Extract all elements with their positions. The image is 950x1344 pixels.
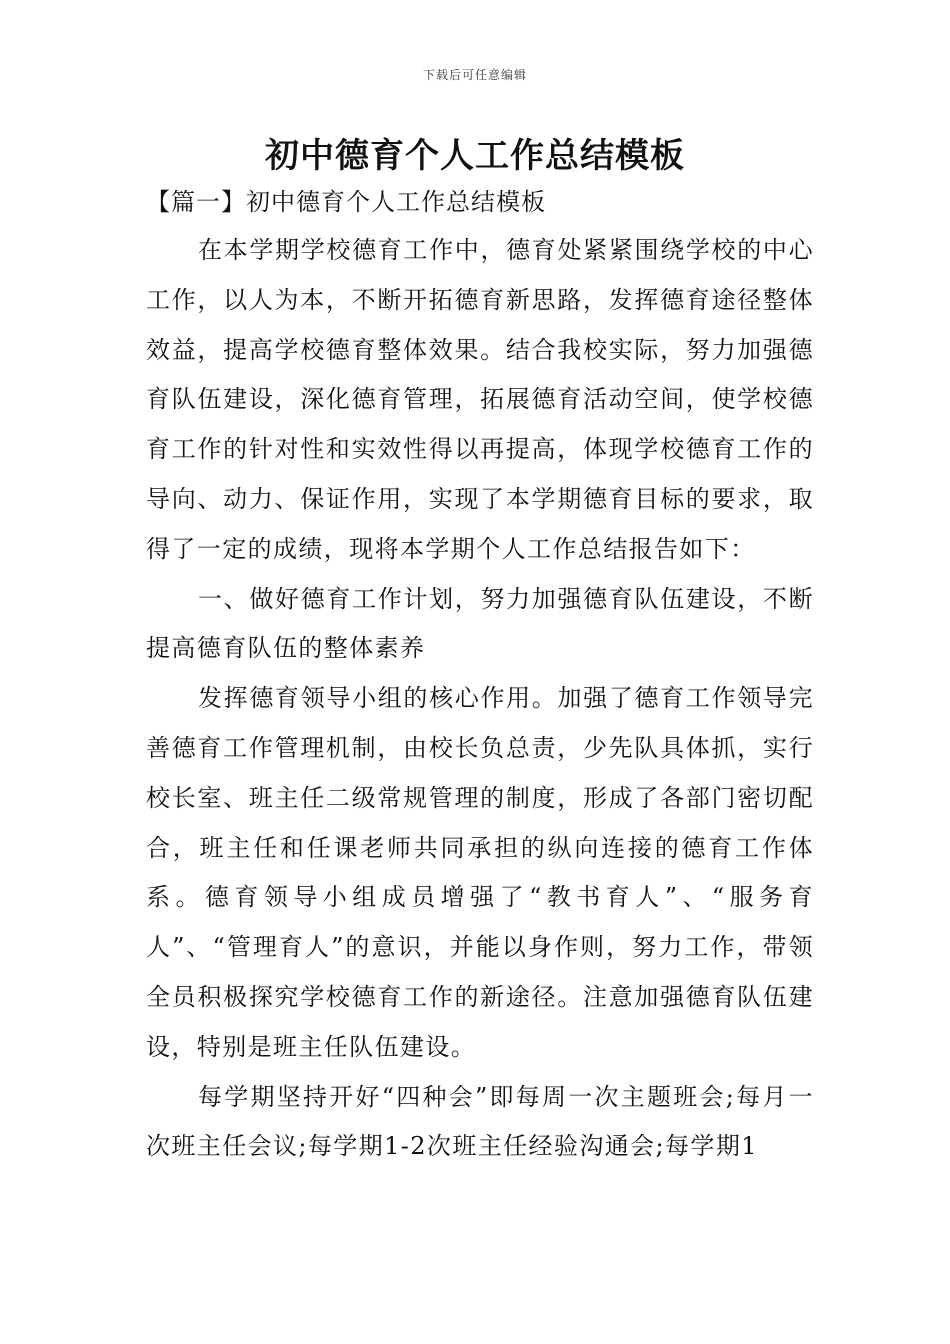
header-note: 下载后可任意编辑 bbox=[422, 68, 527, 82]
page-title: 初中德育个人工作总结模板 bbox=[265, 136, 685, 176]
paragraph-meetings: 每学期坚持开好“四种会”即每周一次主题班会;每月一次班主任会议;每学期1-2次班主任经验沟通会;每学期1 bbox=[146, 1082, 814, 1161]
paragraph-intro: 在本学期学校德育工作中，德育处紧紧围绕学校的中心工作，以人为本，不断开拓德育新思路，发挥德育途径整体效益，提高学校德育整体效果。结合我校实际，努力加强德育队伍建设，深化德育管理，拓展德育活动空间，使学校德育工作的针对性和实效性得以再提高，体现学校德育工作的导向、动力、保证作用，实现了本学期德育目标的要求，取得了一定的成绩，现将本学期个人工作总结报告如下： bbox=[146, 236, 814, 563]
body-text bbox=[146, 226, 814, 1172]
section-heading: 【篇一】初中德育个人工作总结模板 bbox=[146, 188, 546, 216]
paragraph-heading-one: 一、做好德育工作计划，努力加强德育队伍建设，不断提高德育队伍的整体素养 bbox=[146, 584, 814, 663]
paragraph-leadership: 发挥德育领导小组的核心作用。加强了德育工作领导完善德育工作管理机制，由校长负总责，少先队具体抓，实行校长室、班主任二级常规管理的制度，形成了各部门密切配合，班主任和任课老师共同承担的纵向连接的德育工作体系。德育领导小组成员增强了“教书育人”、“服务育人”、“管理育人”的意识，并能以身作则，努力工作，带领全员积极探究学校德育工作的新途径。注意加强德育队伍建设，特别是班主任队伍建设。 bbox=[146, 684, 814, 1061]
